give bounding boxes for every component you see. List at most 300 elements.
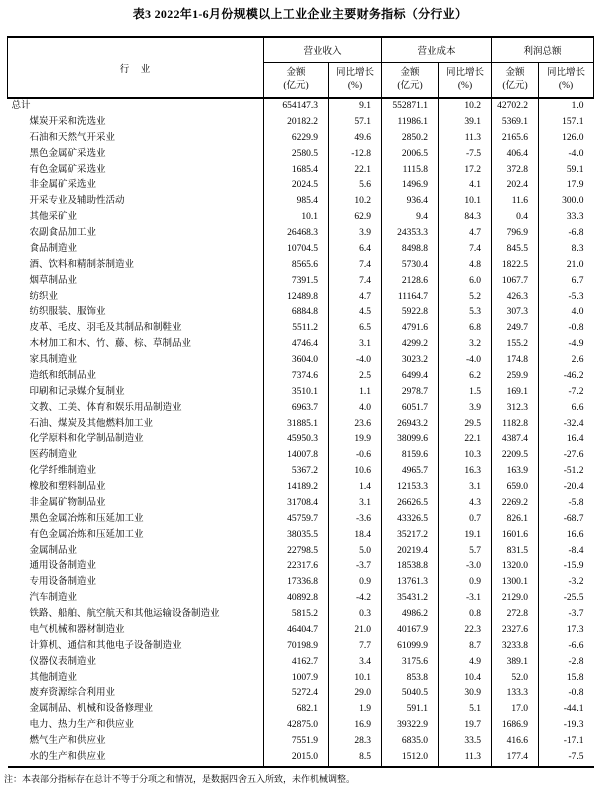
cell-revenue-growth: 23.6 (329, 417, 382, 433)
cell-revenue-amount: 70198.9 (264, 639, 329, 655)
cell-profit-amount: 155.2 (492, 337, 539, 353)
cell-industry: 医药制造业 (29, 450, 78, 461)
table-row (8, 353, 594, 369)
cell-profit-amount: 1300.1 (492, 575, 539, 591)
cell-industry: 非金属矿物制品业 (29, 497, 106, 508)
sub-header-unit: (%) (457, 81, 473, 91)
cell-revenue-amount: 45759.7 (264, 512, 329, 528)
cell-profit-amount: 659.0 (492, 480, 539, 496)
cell-profit-amount: 3233.8 (492, 639, 539, 655)
cell-revenue-amount: 20182.2 (264, 115, 329, 131)
cell-profit-amount: 272.8 (492, 607, 539, 623)
cell-cost-growth: 29.5 (439, 417, 492, 433)
cell-cost-growth: 5.7 (439, 544, 492, 560)
cell-revenue-growth: -0.6 (329, 448, 382, 464)
cell-cost-amount: 35217.2 (382, 528, 439, 544)
cell-cost-amount: 39322.9 (382, 718, 439, 734)
sub-header-unit: (亿元) (502, 81, 528, 91)
cell-profit-amount: 389.1 (492, 655, 539, 671)
cell-cost-amount: 61099.9 (382, 639, 439, 655)
cell-profit-amount: 17.0 (492, 702, 539, 718)
col-header-revenue-growth (329, 63, 382, 99)
cell-cost-amount: 12153.3 (382, 480, 439, 496)
cell-revenue-amount: 42875.0 (264, 718, 329, 734)
cell-cost-growth: 3.1 (439, 480, 492, 496)
cell-revenue-growth: 8.5 (329, 750, 382, 767)
table-row (8, 750, 594, 767)
cell-revenue-growth: 7.4 (329, 258, 382, 274)
cell-revenue-amount: 40892.8 (264, 591, 329, 607)
cell-revenue-amount: 38035.5 (264, 528, 329, 544)
table-row (8, 448, 594, 464)
cell-cost-growth: -3.1 (439, 591, 492, 607)
table-row (8, 734, 594, 750)
cell-cost-amount: 4986.2 (382, 607, 439, 623)
table-row (8, 639, 594, 655)
cell-profit-amount: 1067.7 (492, 274, 539, 290)
cell-revenue-growth: 10.1 (329, 671, 382, 687)
cell-cost-growth: 0.8 (439, 607, 492, 623)
cell-profit-amount: 174.8 (492, 353, 539, 369)
cell-cost-amount: 853.8 (382, 671, 439, 687)
table-row (8, 718, 594, 734)
cell-cost-growth: 5.3 (439, 305, 492, 321)
cell-cost-amount: 4299.2 (382, 337, 439, 353)
table-row (8, 623, 594, 639)
cell-revenue-growth: -4.2 (329, 591, 382, 607)
table-row (8, 464, 594, 480)
table-row (8, 98, 594, 115)
cell-revenue-growth: 6.4 (329, 242, 382, 258)
sub-header-unit: (%) (347, 81, 363, 91)
cell-revenue-amount: 12489.8 (264, 290, 329, 306)
cell-cost-amount: 1512.0 (382, 750, 439, 767)
cell-profit-growth: -5.8 (539, 496, 594, 512)
cell-profit-amount: 52.0 (492, 671, 539, 687)
cell-cost-growth: 0.9 (439, 575, 492, 591)
cell-revenue-growth: -3.6 (329, 512, 382, 528)
cell-industry: 农副食品加工业 (29, 228, 97, 238)
table-row (8, 655, 594, 671)
cell-profit-growth: -51.2 (539, 464, 594, 480)
table-row (8, 496, 594, 512)
cell-profit-amount: 312.3 (492, 401, 539, 417)
cell-revenue-amount: 4162.7 (264, 655, 329, 671)
cell-revenue-growth: 2.5 (329, 369, 382, 385)
col-group-operating-cost: 营业成本 (382, 37, 492, 63)
cell-revenue-growth: 7.4 (329, 274, 382, 290)
financial-indicators-table (7, 36, 594, 768)
cell-revenue-amount: 5815.2 (264, 607, 329, 623)
sub-header-unit: (亿元) (283, 81, 309, 91)
cell-revenue-growth: 4.7 (329, 290, 382, 306)
cell-profit-growth: -17.1 (539, 734, 594, 750)
cell-cost-amount: 5730.4 (382, 258, 439, 274)
cell-profit-growth: -0.8 (539, 321, 594, 337)
cell-revenue-growth: 29.0 (329, 686, 382, 702)
financial-table-wrapper (7, 36, 593, 768)
cell-industry: 计算机、通信和其他电子设备制造业 (29, 640, 182, 651)
cell-cost-amount: 8498.8 (382, 242, 439, 258)
cell-profit-amount: 42702.2 (492, 98, 539, 115)
cell-profit-growth: 126.0 (539, 131, 594, 147)
cell-profit-amount: 1601.6 (492, 528, 539, 544)
cell-profit-amount: 202.4 (492, 178, 539, 194)
cell-revenue-growth: 18.4 (329, 528, 382, 544)
cell-industry: 有色金属矿采选业 (29, 164, 106, 175)
group-header-row (8, 37, 594, 63)
cell-revenue-amount: 14189.2 (264, 480, 329, 496)
cell-revenue-growth: 10.6 (329, 464, 382, 480)
cell-profit-growth: -19.3 (539, 718, 594, 734)
cell-revenue-growth: 3.4 (329, 655, 382, 671)
table-row (8, 210, 594, 226)
cell-cost-growth: 84.3 (439, 210, 492, 226)
cell-revenue-amount: 2015.0 (264, 750, 329, 767)
cell-cost-amount: 552871.1 (382, 98, 439, 115)
cell-revenue-growth: 3.1 (329, 337, 382, 353)
cell-industry: 纺织服装、服饰业 (29, 307, 106, 318)
cell-cost-amount: 5040.5 (382, 686, 439, 702)
cell-cost-amount: 3023.2 (382, 353, 439, 369)
cell-cost-growth: 17.2 (439, 163, 492, 179)
cell-profit-growth: -5.3 (539, 290, 594, 306)
cell-profit-amount: 169.1 (492, 385, 539, 401)
cell-cost-growth: 5.2 (439, 290, 492, 306)
cell-revenue-amount: 6963.7 (264, 401, 329, 417)
table-row (8, 337, 594, 353)
cell-profit-growth: 16.6 (539, 528, 594, 544)
cell-revenue-growth: 10.2 (329, 194, 382, 210)
cell-industry: 有色金属冶炼和压延加工业 (29, 529, 144, 540)
cell-profit-amount: 372.8 (492, 163, 539, 179)
cell-industry: 石油、煤炭及其他燃料加工业 (29, 418, 154, 429)
table-row (8, 528, 594, 544)
cell-profit-amount: 11.6 (492, 194, 539, 210)
cell-cost-growth: 8.7 (439, 639, 492, 655)
sub-header-label: 金额 (400, 68, 420, 79)
cell-revenue-amount: 5272.4 (264, 686, 329, 702)
cell-profit-growth: -2.8 (539, 655, 594, 671)
cell-revenue-growth: 0.3 (329, 607, 382, 623)
sub-header-label: 金额 (505, 68, 525, 79)
cell-revenue-amount: 5511.2 (264, 321, 329, 337)
table-row (8, 512, 594, 528)
cell-revenue-amount: 6884.8 (264, 305, 329, 321)
table-row (8, 432, 594, 448)
cell-cost-growth: 10.1 (439, 194, 492, 210)
cell-cost-amount: 35431.2 (382, 591, 439, 607)
table-row (8, 686, 594, 702)
cell-industry: 通用设备制造业 (29, 561, 97, 572)
cell-profit-growth: 15.8 (539, 671, 594, 687)
table-row (8, 607, 594, 623)
cell-profit-growth: 8.3 (539, 242, 594, 258)
cell-cost-amount: 11986.1 (382, 115, 439, 131)
cell-industry: 文教、工美、体育和娱乐用品制造业 (29, 402, 182, 413)
cell-cost-amount: 1496.9 (382, 178, 439, 194)
cell-revenue-growth: 5.6 (329, 178, 382, 194)
cell-cost-growth: 22.1 (439, 432, 492, 448)
cell-cost-amount: 6499.4 (382, 369, 439, 385)
cell-industry: 橡胶和塑料制品业 (29, 482, 106, 492)
cell-industry: 化学纤维制造业 (29, 466, 97, 477)
cell-revenue-amount: 2580.5 (264, 147, 329, 163)
cell-profit-growth: 4.0 (539, 305, 594, 321)
cell-profit-amount: 426.3 (492, 290, 539, 306)
cell-industry: 汽车制造业 (29, 593, 78, 604)
cell-cost-amount: 18538.8 (382, 559, 439, 575)
cell-profit-growth: 157.1 (539, 115, 594, 131)
cell-profit-growth: -32.4 (539, 417, 594, 433)
cell-industry: 纺织业 (29, 291, 59, 302)
cell-revenue-amount: 7551.9 (264, 734, 329, 750)
cell-revenue-growth: 62.9 (329, 210, 382, 226)
cell-cost-growth: 11.3 (439, 131, 492, 147)
col-header-profit-amount (492, 63, 539, 99)
cell-industry: 专用设备制造业 (29, 577, 97, 588)
table-row (8, 305, 594, 321)
cell-revenue-amount: 31708.4 (264, 496, 329, 512)
cell-industry: 其他采矿业 (29, 212, 78, 223)
cell-profit-amount: 4387.4 (492, 432, 539, 448)
cell-revenue-growth: -3.7 (329, 559, 382, 575)
cell-industry: 电气机械和器材制造业 (29, 624, 125, 635)
cell-cost-growth: 0.7 (439, 512, 492, 528)
cell-profit-amount: 2209.5 (492, 448, 539, 464)
cell-profit-growth: -7.2 (539, 385, 594, 401)
cell-cost-growth: 10.2 (439, 98, 492, 115)
cell-profit-growth: -20.4 (539, 480, 594, 496)
cell-profit-growth: 17.9 (539, 178, 594, 194)
sub-header-unit: (亿元) (397, 81, 423, 91)
cell-cost-amount: 43326.5 (382, 512, 439, 528)
cell-cost-amount: 6835.0 (382, 734, 439, 750)
cell-cost-amount: 591.1 (382, 702, 439, 718)
cell-profit-growth: -25.5 (539, 591, 594, 607)
table-row (8, 401, 594, 417)
cell-cost-growth: 4.9 (439, 655, 492, 671)
cell-cost-growth: 11.3 (439, 750, 492, 767)
cell-revenue-amount: 10.1 (264, 210, 329, 226)
cell-revenue-amount: 26468.3 (264, 226, 329, 242)
cell-cost-growth: 4.3 (439, 496, 492, 512)
table-row (8, 321, 594, 337)
cell-revenue-amount: 682.1 (264, 702, 329, 718)
table-row (8, 702, 594, 718)
table-row (8, 575, 594, 591)
cell-revenue-amount: 17336.8 (264, 575, 329, 591)
cell-industry: 印刷和记录媒介复制业 (29, 386, 125, 397)
cell-cost-growth: 4.7 (439, 226, 492, 242)
cell-profit-amount: 163.9 (492, 464, 539, 480)
cell-profit-growth: -7.5 (539, 750, 594, 767)
cell-revenue-amount: 45950.3 (264, 432, 329, 448)
table-row (8, 194, 594, 210)
sub-header-label: 同比增长 (336, 68, 375, 79)
cell-revenue-amount: 46404.7 (264, 623, 329, 639)
cell-revenue-amount: 8565.6 (264, 258, 329, 274)
cell-cost-amount: 6051.7 (382, 401, 439, 417)
cell-cost-amount: 40167.9 (382, 623, 439, 639)
cell-industry: 金属制品业 (29, 545, 78, 556)
table-row (8, 242, 594, 258)
cell-profit-amount: 1320.0 (492, 559, 539, 575)
cell-revenue-growth: 5.0 (329, 544, 382, 560)
cell-industry: 石油和天然气开采业 (29, 132, 116, 143)
cell-profit-amount: 845.5 (492, 242, 539, 258)
cell-cost-amount: 3175.6 (382, 655, 439, 671)
cell-industry: 燃气生产和供应业 (29, 736, 106, 746)
table-row (8, 544, 594, 560)
cell-profit-growth: 16.4 (539, 432, 594, 448)
cell-industry: 食品制造业 (29, 243, 78, 254)
cell-cost-amount: 2128.6 (382, 274, 439, 290)
table-row (8, 671, 594, 687)
cell-profit-growth: 6.7 (539, 274, 594, 290)
cell-industry: 金属制品、机械和设备修理业 (29, 704, 154, 715)
cell-industry: 木材加工和木、竹、藤、棕、草制品业 (29, 339, 192, 350)
cell-industry: 造纸和纸制品业 (29, 370, 97, 381)
cell-revenue-amount: 1685.4 (264, 163, 329, 179)
cell-profit-growth: -3.7 (539, 607, 594, 623)
table-row (8, 274, 594, 290)
cell-revenue-growth: 1.4 (329, 480, 382, 496)
cell-industry: 其他制造业 (29, 672, 78, 683)
cell-profit-amount: 831.5 (492, 544, 539, 560)
cell-profit-growth: 17.3 (539, 623, 594, 639)
cell-cost-growth: 33.5 (439, 734, 492, 750)
col-header-profit-growth (539, 63, 594, 99)
cell-industry: 仪器仪表制造业 (29, 656, 97, 667)
cell-revenue-amount: 14007.8 (264, 448, 329, 464)
table-row (8, 480, 594, 496)
cell-industry: 电力、热力生产和供应业 (29, 720, 135, 731)
cell-profit-amount: 2129.0 (492, 591, 539, 607)
cell-cost-growth: 6.8 (439, 321, 492, 337)
cell-cost-growth: 1.5 (439, 385, 492, 401)
cell-cost-amount: 4791.6 (382, 321, 439, 337)
cell-profit-growth: -27.6 (539, 448, 594, 464)
cell-cost-amount: 2006.5 (382, 147, 439, 163)
cell-profit-amount: 1686.9 (492, 718, 539, 734)
cell-cost-growth: 22.3 (439, 623, 492, 639)
cell-revenue-amount: 2024.5 (264, 178, 329, 194)
table-row (8, 290, 594, 306)
cell-revenue-amount: 4746.4 (264, 337, 329, 353)
cell-industry: 开采专业及辅助性活动 (29, 196, 125, 207)
sub-header-label: 同比增长 (547, 68, 586, 79)
cell-profit-amount: 826.1 (492, 512, 539, 528)
table-header (8, 37, 594, 98)
cell-profit-amount: 1822.5 (492, 258, 539, 274)
cell-cost-growth: 19.1 (439, 528, 492, 544)
cell-cost-amount: 13761.3 (382, 575, 439, 591)
cell-cost-growth: 16.3 (439, 464, 492, 480)
cell-revenue-growth: 1.9 (329, 702, 382, 718)
cell-revenue-amount: 3604.0 (264, 353, 329, 369)
cell-revenue-growth: -4.0 (329, 353, 382, 369)
cell-industry: 水的生产和供应业 (8, 750, 264, 767)
cell-cost-growth: 10.3 (439, 448, 492, 464)
cell-revenue-growth: 19.9 (329, 432, 382, 448)
cell-profit-amount: 133.3 (492, 686, 539, 702)
cell-profit-growth: -6.8 (539, 226, 594, 242)
cell-profit-growth: -6.6 (539, 639, 594, 655)
cell-industry: 铁路、船舶、航空航天和其他运输设备制造业 (29, 609, 220, 619)
cell-profit-amount: 2327.6 (492, 623, 539, 639)
col-header-industry: 行 业 (8, 37, 264, 98)
cell-revenue-amount: 985.4 (264, 194, 329, 210)
cell-profit-growth: 6.6 (539, 401, 594, 417)
cell-profit-growth: -8.4 (539, 544, 594, 560)
cell-cost-amount: 1115.8 (382, 163, 439, 179)
cell-profit-growth: -46.2 (539, 369, 594, 385)
cell-revenue-amount: 6229.9 (264, 131, 329, 147)
cell-industry: 废弃资源综合利用业 (29, 688, 116, 699)
cell-profit-amount: 416.6 (492, 734, 539, 750)
table-row (8, 369, 594, 385)
col-group-total-profit: 利润总额 (492, 37, 594, 63)
cell-revenue-growth: 4.5 (329, 305, 382, 321)
col-header-cost-growth (439, 63, 492, 99)
cell-cost-amount: 9.4 (382, 210, 439, 226)
cell-industry: 酒、饮料和精制茶制造业 (29, 259, 135, 270)
cell-revenue-growth: 1.1 (329, 385, 382, 401)
sub-header-label: 金额 (286, 68, 306, 79)
cell-cost-amount: 26626.5 (382, 496, 439, 512)
table-row (8, 417, 594, 433)
table-row (8, 559, 594, 575)
cell-cost-amount: 24353.3 (382, 226, 439, 242)
cell-revenue-growth: 49.6 (329, 131, 382, 147)
cell-industry: 煤炭开采和洗选业 (29, 116, 106, 127)
cell-cost-growth: 30.9 (439, 686, 492, 702)
cell-revenue-growth: -12.8 (329, 147, 382, 163)
cell-revenue-amount: 22317.6 (264, 559, 329, 575)
cell-cost-amount: 5922.8 (382, 305, 439, 321)
cell-profit-growth: -4.9 (539, 337, 594, 353)
cell-cost-amount: 38099.6 (382, 432, 439, 448)
cell-profit-amount: 177.4 (492, 750, 539, 767)
cell-cost-amount: 936.4 (382, 194, 439, 210)
table-row (8, 147, 594, 163)
cell-cost-growth: -4.0 (439, 353, 492, 369)
table-title: 表3 2022年1-6月份规模以上工业企业主要财务指标（分行业） (132, 7, 468, 21)
col-group-operating-revenue: 营业收入 (264, 37, 382, 63)
cell-cost-growth: 39.1 (439, 115, 492, 131)
cell-revenue-amount: 31885.1 (264, 417, 329, 433)
cell-cost-amount: 20219.4 (382, 544, 439, 560)
cell-industry: 黑色金属冶炼和压延加工业 (29, 513, 144, 524)
table-body (8, 98, 594, 767)
cell-profit-growth: 21.0 (539, 258, 594, 274)
col-header-cost-amount (382, 63, 439, 99)
cell-profit-amount: 2165.6 (492, 131, 539, 147)
cell-profit-amount: 307.3 (492, 305, 539, 321)
cell-cost-growth: 19.7 (439, 718, 492, 734)
cell-cost-amount: 4965.7 (382, 464, 439, 480)
cell-profit-growth: 59.1 (539, 163, 594, 179)
cell-revenue-growth: 57.1 (329, 115, 382, 131)
cell-profit-growth: 33.3 (539, 210, 594, 226)
sub-header-label: 同比增长 (446, 68, 485, 79)
cell-revenue-growth: 7.7 (329, 639, 382, 655)
cell-profit-growth: 2.6 (539, 353, 594, 369)
cell-profit-growth: -15.9 (539, 559, 594, 575)
cell-revenue-growth: 3.9 (329, 226, 382, 242)
cell-profit-growth: -0.8 (539, 686, 594, 702)
